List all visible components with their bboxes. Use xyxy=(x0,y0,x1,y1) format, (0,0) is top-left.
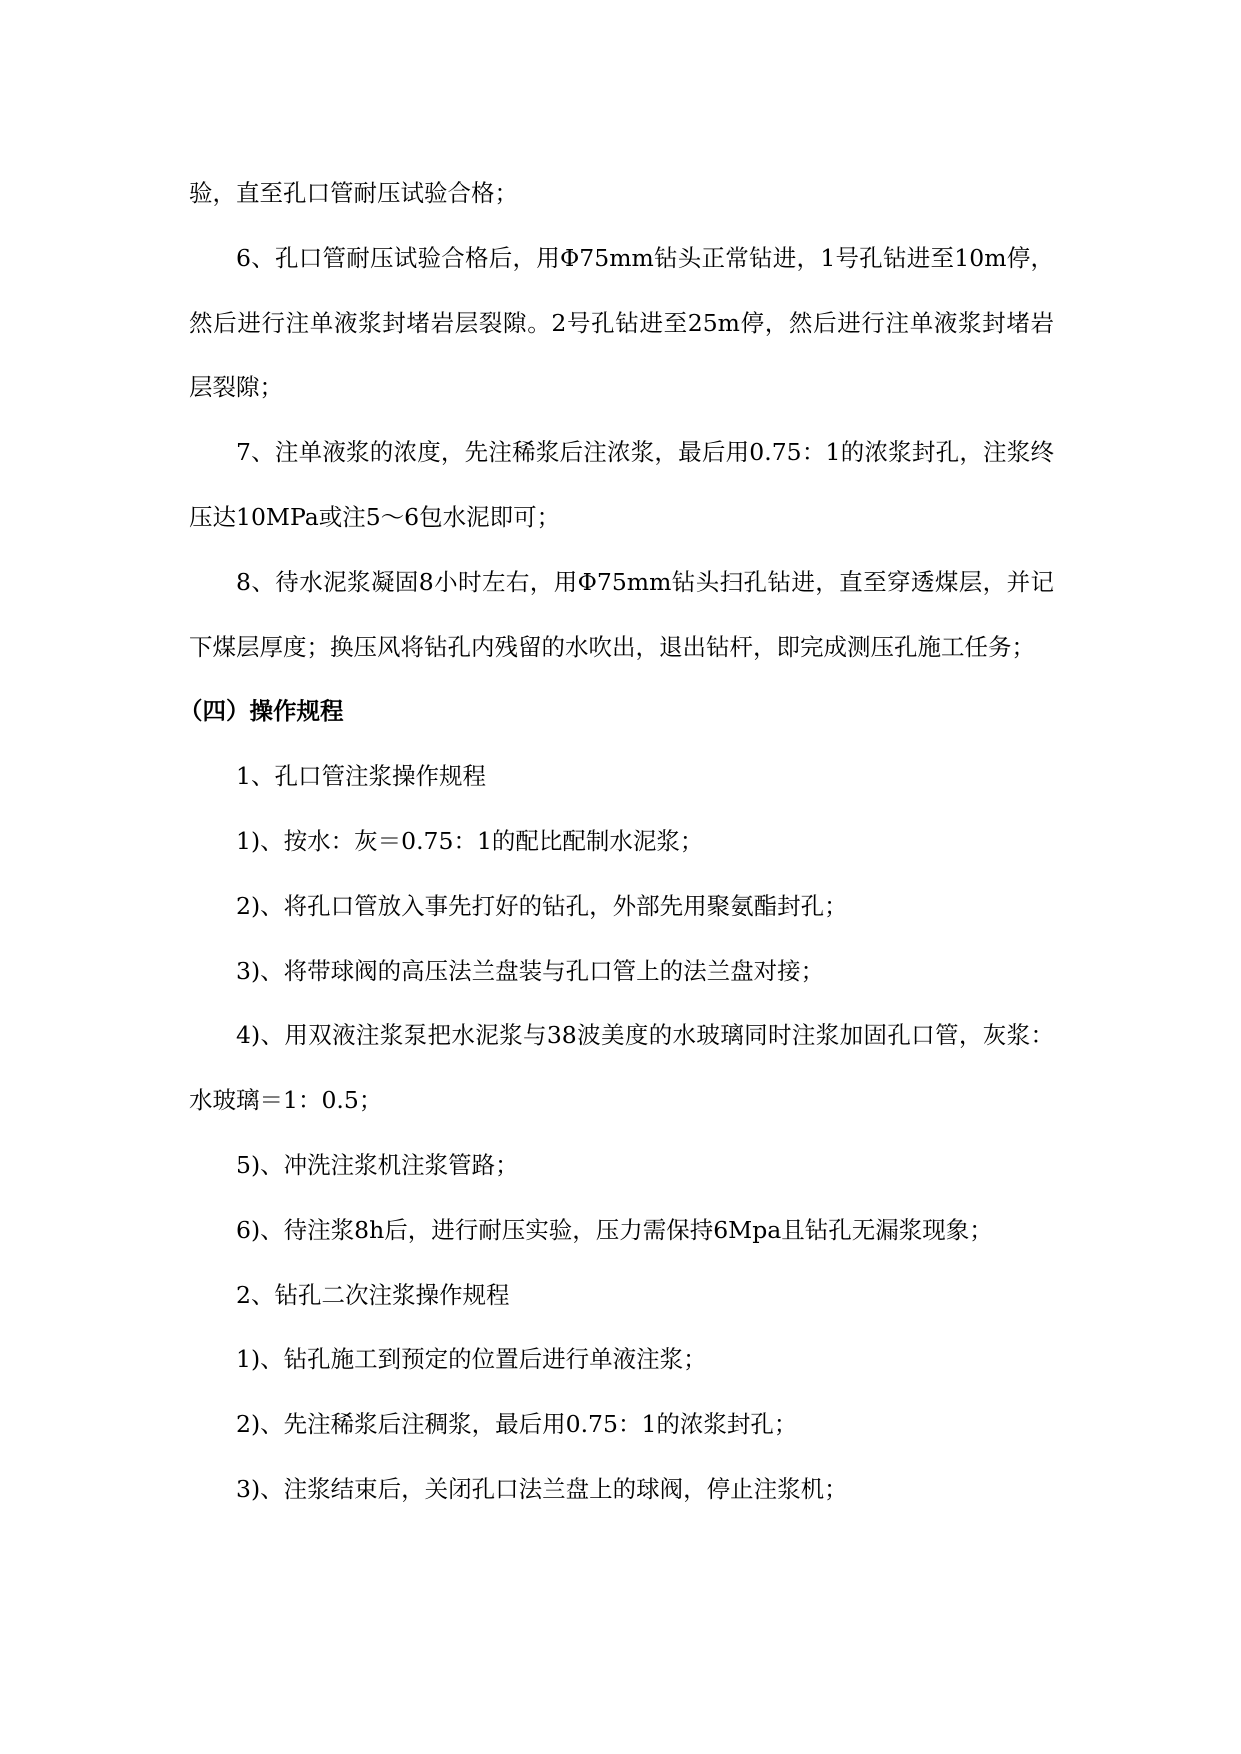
subsection-title-2: 2、钻孔二次注浆操作规程 xyxy=(236,1280,510,1309)
section-heading: （四）操作规程 xyxy=(179,697,344,726)
list-item: 5)、冲洗注浆机注浆管路； xyxy=(236,1150,519,1179)
list-item: 4)、用双液注浆泵把水泥浆与38波美度的水玻璃同时注浆加固孔口管，灰浆：水玻璃＝1：0.5； xyxy=(189,1021,1054,1115)
list-item: 1)、按水：灰＝0.75：1的配比配制水泥浆； xyxy=(236,826,704,855)
paragraph-step-6: 6、孔口管耐压试验合格后，用Φ75mm钻头正常钻进，1号孔钻进至10m停，然后进行注单液浆封堵岩层裂隙。2号孔钻进至25m停，然后进行注单液浆封堵岩层裂隙； xyxy=(189,243,1054,402)
paragraph-continuation: 验，直至孔口管耐压试验合格； xyxy=(189,179,518,207)
paragraph-step-8: 8、待水泥浆凝固8小时左右，用Φ75mm钻头扫孔钻进，直至穿透煤层，并记下煤层厚度；换压风将钻孔内残留的水吹出，退出钻杆，即完成测压孔施工任务； xyxy=(189,567,1054,661)
list-item: 1)、钻孔施工到预定的位置后进行单液注浆； xyxy=(236,1345,707,1374)
document-body xyxy=(179,161,1054,1522)
paragraph-step-7: 7、注单液浆的浓度，先注稀浆后注浓浆，最后用0.75：1的浓浆封孔，注浆终压达10MPa或注5～6包水泥即可； xyxy=(189,438,1054,531)
subsection-title-1: 1、孔口管注浆操作规程 xyxy=(236,762,486,791)
list-item: 3)、将带球阀的高压法兰盘装与孔口管上的法兰盘对接； xyxy=(236,956,825,985)
list-item: 3)、注浆结束后，关闭孔口法兰盘上的球阀，停止注浆机； xyxy=(236,1474,848,1503)
list-item: 2)、先注稀浆后注稠浆，最后用0.75：1的浓浆封孔； xyxy=(236,1410,798,1439)
list-item: 2)、将孔口管放入事先打好的钻孔，外部先用聚氨酯封孔； xyxy=(236,891,848,920)
list-item: 6)、待注浆8h后，进行耐压实验，压力需保持6Mpa且钻孔无漏浆现象； xyxy=(236,1215,993,1244)
